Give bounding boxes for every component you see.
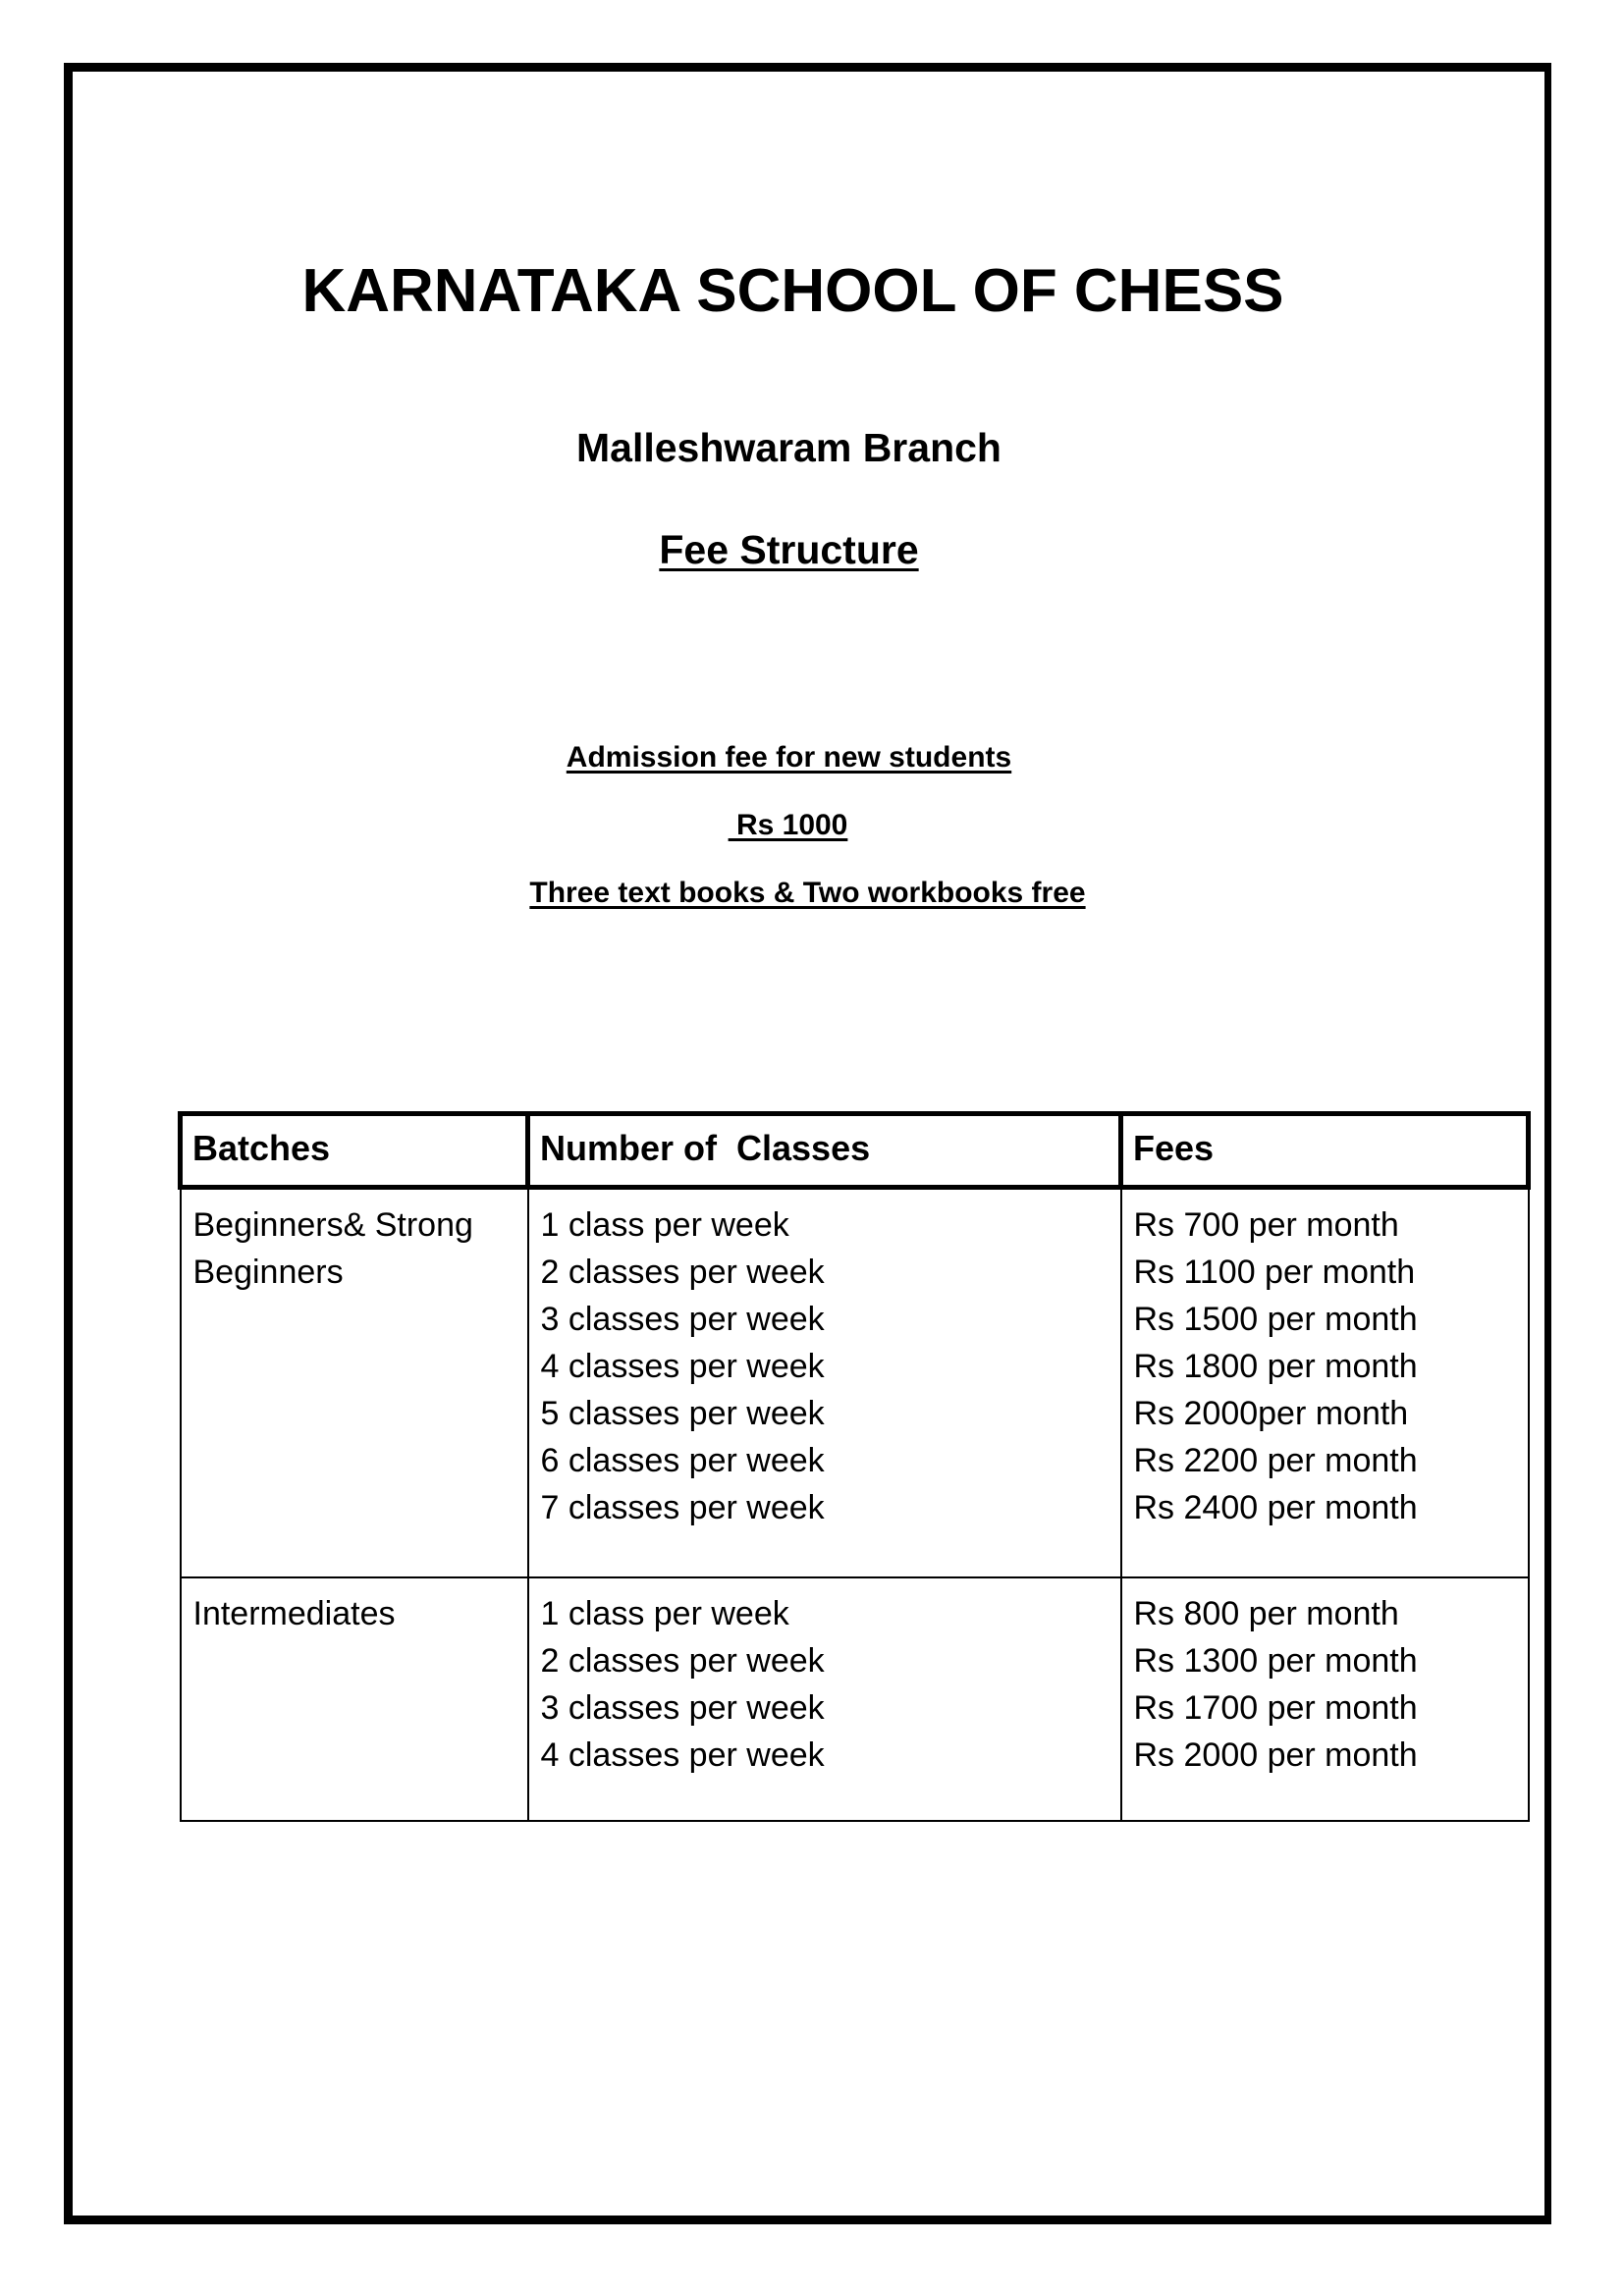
free-books-note	[72, 875, 1543, 912]
classes-cell	[528, 1188, 1121, 1578]
column-header-batches: Batches	[181, 1114, 528, 1188]
cell-line: 2 classes per week	[540, 1254, 825, 1291]
admission-fee-heading-text: Admission fee for new students	[566, 741, 1012, 774]
batch-name-cell	[181, 1577, 528, 1821]
cell-line: Rs 1500 per month	[1133, 1301, 1418, 1338]
batch-label: Intermediates	[192, 1595, 396, 1632]
branch-subtitle: Malleshwaram Branch	[576, 425, 1001, 470]
table-row	[181, 1577, 1529, 1821]
admission-fee-heading	[53, 739, 1525, 776]
cell-line: Rs 800 per month	[1133, 1595, 1399, 1632]
table-row	[181, 1188, 1529, 1578]
cell-line: 6 classes per week	[540, 1442, 825, 1479]
cell-line: Rs 1100 per month	[1133, 1254, 1416, 1291]
fee-structure-table	[178, 1111, 1531, 1822]
cell-line: Rs 700 per month	[1133, 1206, 1399, 1244]
cell-line: Rs 2000 per month	[1133, 1736, 1418, 1774]
cell-line: 4 classes per week	[540, 1736, 825, 1774]
admission-fee-amount-text: Rs 1000	[728, 809, 848, 841]
page-border-frame	[64, 63, 1551, 2224]
fee-table-container	[178, 1111, 1526, 1822]
cell-line: Rs 1300 per month	[1133, 1642, 1418, 1680]
fees-cell	[1121, 1577, 1529, 1821]
cell-line: 3 classes per week	[540, 1689, 825, 1727]
cell-line: Rs 2200 per month	[1133, 1442, 1418, 1479]
cell-line: Rs 2000per month	[1133, 1395, 1409, 1432]
cell-line: 7 classes per week	[540, 1489, 825, 1526]
cell-line: 5 classes per week	[540, 1395, 825, 1432]
fees-cell	[1121, 1188, 1529, 1578]
cell-line: 3 classes per week	[540, 1301, 825, 1338]
cell-line: Rs 1800 per month	[1133, 1348, 1418, 1385]
page-content-area	[73, 72, 1544, 2216]
batch-name-cell	[181, 1188, 528, 1578]
cell-line: Rs 2400 per month	[1133, 1489, 1418, 1526]
classes-cell	[528, 1577, 1121, 1821]
cell-line: 1 class per week	[540, 1206, 789, 1244]
cell-line: Rs 1700 per month	[1133, 1689, 1418, 1727]
cell-line: 2 classes per week	[540, 1642, 825, 1680]
free-books-note-text: Three text books & Two workbooks free	[529, 877, 1086, 909]
fee-structure-heading-text: Fee Structure	[659, 527, 919, 572]
cell-line: 1 class per week	[540, 1595, 789, 1632]
batch-label: Beginners& Strong Beginners	[192, 1206, 473, 1291]
admission-fee-amount	[52, 807, 1524, 844]
page-title: KARNATAKA SCHOOL OF CHESS	[301, 257, 1284, 325]
cell-line: 4 classes per week	[540, 1348, 825, 1385]
column-header-fees: Fees	[1121, 1114, 1529, 1188]
table-header-row	[181, 1114, 1529, 1188]
fee-structure-heading	[53, 525, 1525, 574]
column-header-number-of-classes: Number of Classes	[528, 1114, 1121, 1188]
